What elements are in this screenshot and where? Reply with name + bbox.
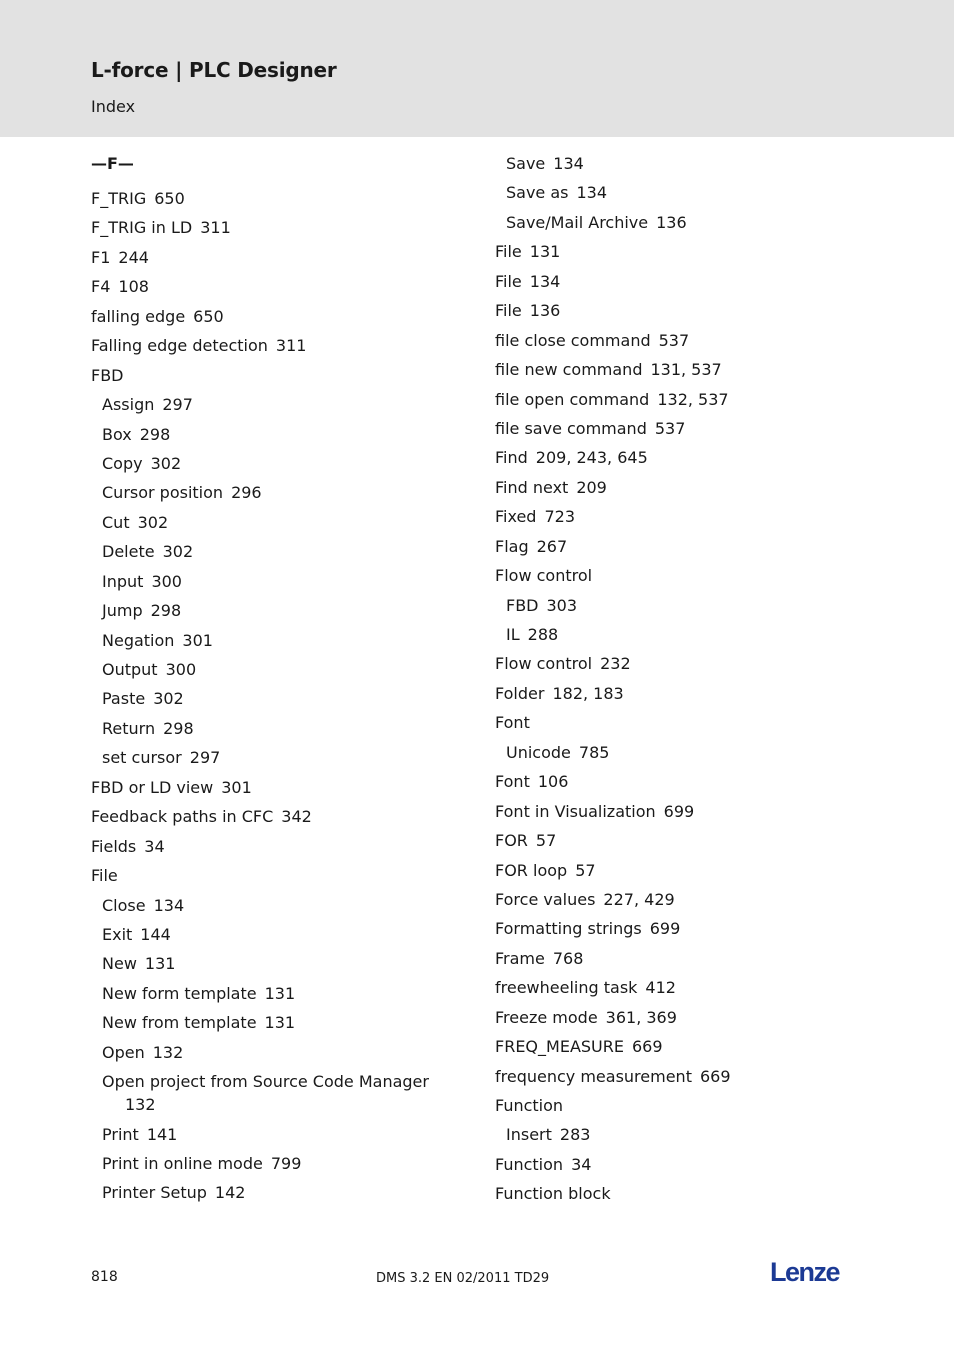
index-page-refs: 106	[537, 772, 569, 792]
index-entry	[495, 1065, 865, 1088]
index-entry	[91, 1152, 461, 1175]
index-page-refs: 669	[631, 1037, 663, 1057]
index-entry	[91, 511, 461, 534]
index-term: File	[91, 866, 118, 886]
index-page-refs: 361, 369	[605, 1007, 677, 1027]
index-page-refs: 302	[162, 542, 194, 562]
index-term: Find next	[495, 477, 569, 497]
index-term: Close	[102, 895, 146, 915]
index-term: Font in Visualization	[495, 801, 656, 821]
index-page-refs: 132	[125, 1095, 156, 1115]
index-page-refs: 300	[165, 660, 197, 679]
index-column-right	[495, 152, 865, 1212]
index-entry	[91, 334, 461, 357]
index-page-refs: 723	[544, 507, 576, 527]
index-term: Formatting strings	[495, 919, 642, 939]
index-page-refs: 144	[140, 924, 171, 944]
index-page-refs: 227, 429	[603, 889, 675, 909]
index-term: F_TRIG in LD	[91, 218, 193, 238]
index-entry	[495, 1182, 865, 1205]
index-page-refs: 342	[281, 807, 312, 827]
index-entry	[91, 570, 461, 593]
index-entry	[91, 894, 461, 917]
index-page-refs: 785	[578, 742, 610, 762]
index-page-refs: 209, 243, 645	[535, 448, 648, 468]
index-entry	[91, 393, 461, 416]
index-entry	[495, 1035, 865, 1058]
index-entry	[91, 952, 461, 975]
index-page-refs: 311	[200, 218, 231, 238]
index-entry	[91, 599, 461, 622]
svg-text:Lenze: Lenze	[770, 1257, 840, 1287]
index-term: Force values	[495, 889, 596, 909]
index-term: Function block	[495, 1184, 611, 1204]
index-page-refs: 301	[221, 777, 252, 797]
index-page-refs: 267	[536, 536, 568, 556]
index-entry	[495, 417, 865, 440]
index-term: Function	[495, 1096, 564, 1115]
index-column-left	[91, 152, 461, 1211]
index-entry	[495, 564, 865, 587]
index-term: Function	[495, 1154, 564, 1174]
index-page-refs: 283	[559, 1125, 591, 1145]
index-page-refs: 799	[270, 1154, 302, 1173]
index-entry	[91, 982, 461, 1005]
index-term: FOR	[495, 831, 528, 851]
index-page-refs: 108	[118, 277, 149, 297]
index-term: Return	[102, 718, 156, 738]
index-entry	[91, 423, 461, 446]
index-entry	[495, 1094, 865, 1117]
index-entry	[91, 305, 461, 328]
index-entry	[495, 829, 865, 852]
index-entry	[495, 535, 865, 558]
index-page-refs: 298	[150, 601, 182, 621]
index-entry	[91, 1123, 461, 1146]
index-entry	[91, 1041, 461, 1064]
index-entry	[495, 505, 865, 528]
index-term: Print	[102, 1124, 139, 1144]
index-page-refs: 303	[546, 595, 578, 615]
index-letter-heading	[91, 152, 461, 175]
index-term: Open	[102, 1042, 145, 1062]
index-entry	[495, 623, 865, 646]
index-term: Flow control	[495, 566, 593, 586]
index-term: Output	[102, 660, 158, 679]
index-entry	[495, 800, 865, 823]
index-page-refs: 412	[645, 978, 676, 998]
index-entry	[91, 540, 461, 563]
index-term: File	[495, 301, 522, 321]
index-term: freewheeling task	[495, 978, 638, 998]
index-page-refs: 699	[649, 919, 681, 939]
index-page-refs: 182, 183	[552, 683, 624, 703]
index-page-refs: 669	[699, 1066, 731, 1086]
index-term: Falling edge detection	[91, 336, 268, 356]
index-term: Box	[102, 424, 132, 444]
index-entry	[91, 1070, 461, 1116]
index-entry	[91, 246, 461, 269]
index-entry	[495, 888, 865, 911]
index-term: Folder	[495, 683, 545, 703]
index-term: F1	[91, 247, 111, 267]
document-reference: DMS 3.2 EN 02/2011 TD29	[376, 1271, 550, 1286]
index-term: Input	[102, 571, 144, 591]
index-page-refs: 297	[189, 748, 221, 768]
index-page-refs: 134	[576, 183, 608, 203]
index-entry	[495, 741, 865, 764]
index-page-refs: 244	[118, 247, 149, 267]
index-term: FREQ_MEASURE	[495, 1037, 624, 1057]
index-term: file new command	[495, 360, 643, 380]
index-term: falling edge	[91, 306, 186, 326]
index-entry	[91, 717, 461, 740]
index-page-refs: 57	[575, 860, 596, 880]
index-page-refs: 302	[137, 512, 169, 532]
index-entry	[495, 152, 865, 175]
index-page-refs: 537	[658, 330, 690, 350]
index-term: —F—	[91, 154, 134, 173]
index-page-refs: 132	[152, 1042, 184, 1062]
index-term: FBD	[91, 365, 124, 385]
index-page-refs: 136	[656, 212, 687, 232]
index-term: set cursor	[102, 748, 182, 768]
index-page-refs: 296	[231, 483, 262, 503]
section-name: Index	[91, 97, 136, 116]
index-entry	[91, 1011, 461, 1034]
index-page-refs: 650	[193, 306, 224, 326]
index-term: Printer Setup	[102, 1183, 207, 1203]
index-entry	[495, 240, 865, 263]
index-page-refs: 302	[150, 453, 182, 473]
page-number: 818	[91, 1269, 118, 1285]
index-term: Fields	[91, 836, 137, 856]
index-term: Freeze mode	[495, 1007, 598, 1027]
index-term: Copy	[102, 453, 143, 473]
index-term: Negation	[102, 630, 175, 650]
index-term: Assign	[102, 395, 155, 415]
index-entry	[495, 976, 865, 999]
index-page-refs: 34	[571, 1154, 592, 1174]
index-page-refs: 298	[163, 718, 194, 738]
index-page-refs: 141	[146, 1124, 178, 1144]
index-term: Flag	[495, 536, 529, 556]
index-entry	[495, 652, 865, 675]
index-term: Save/Mail Archive	[506, 212, 649, 232]
index-entry	[495, 181, 865, 204]
index-page-refs: 699	[663, 801, 695, 821]
index-entry	[91, 187, 461, 210]
index-entry	[91, 805, 461, 828]
index-page-refs: 34	[144, 836, 165, 856]
index-term: Delete	[102, 542, 155, 562]
index-page-refs: 537	[654, 418, 686, 438]
index-page-refs: 131	[264, 1013, 296, 1033]
index-term: Frame	[495, 948, 545, 968]
index-term: File	[495, 242, 522, 262]
index-term: New	[102, 954, 137, 974]
index-entry	[91, 216, 461, 239]
index-entry	[495, 1123, 865, 1146]
index-entry	[91, 776, 461, 799]
header-band	[0, 0, 954, 137]
index-entry	[495, 299, 865, 322]
index-term: Unicode	[506, 742, 571, 762]
index-term: F4	[91, 277, 111, 297]
index-entry	[495, 270, 865, 293]
index-entry	[495, 682, 865, 705]
index-entry	[91, 658, 461, 681]
index-page-refs: 142	[214, 1183, 246, 1203]
index-term: Insert	[506, 1125, 552, 1145]
index-page-refs: 298	[139, 424, 171, 444]
index-entry	[495, 711, 865, 734]
index-page-refs: 131	[529, 242, 561, 262]
index-entry	[495, 329, 865, 352]
index-term: Find	[495, 448, 528, 468]
index-entry	[91, 687, 461, 710]
index-page-refs: 57	[535, 831, 557, 851]
index-term: Save	[506, 154, 546, 173]
index-page-refs: 288	[527, 625, 559, 644]
index-entry	[495, 476, 865, 499]
index-page-refs: 300	[151, 571, 182, 591]
index-term: Exit	[102, 924, 133, 944]
index-page-refs: 209	[576, 477, 607, 497]
index-page-refs: 301	[182, 630, 213, 650]
index-page-refs: 134	[553, 154, 584, 173]
index-entry	[495, 388, 865, 411]
index-term: File	[495, 271, 522, 291]
index-term: FBD or LD view	[91, 777, 214, 797]
index-term: Jump	[102, 601, 143, 621]
index-page-refs: 297	[162, 395, 193, 415]
index-term: New from template	[102, 1013, 257, 1033]
index-entry	[495, 446, 865, 469]
index-entry	[91, 364, 461, 387]
index-page-refs: 131, 537	[650, 360, 722, 380]
index-term: Flow control	[495, 654, 593, 674]
index-term: Save as	[506, 183, 569, 203]
index-term: file save command	[495, 418, 647, 438]
index-entry	[91, 481, 461, 504]
index-term: Print in online mode	[102, 1154, 263, 1173]
index-entry	[91, 275, 461, 298]
index-entry	[91, 923, 461, 946]
index-entry	[91, 629, 461, 652]
index-page-refs: 132, 537	[657, 389, 729, 409]
index-page-refs: 650	[154, 189, 185, 208]
index-entry	[91, 835, 461, 858]
index-page-refs: 134	[529, 271, 561, 291]
index-page-refs: 134	[153, 895, 185, 915]
index-term: Font	[495, 713, 530, 733]
index-page-refs: 232	[600, 654, 631, 674]
index-entry	[495, 358, 865, 381]
document-title: L-force | PLC Designer	[91, 58, 337, 82]
index-entry	[495, 1006, 865, 1029]
index-term: FBD	[506, 595, 539, 615]
index-entry	[91, 1181, 461, 1204]
index-page-refs: 131	[144, 954, 176, 974]
index-entry	[495, 859, 865, 882]
index-entry	[91, 452, 461, 475]
index-page-refs: 131	[264, 983, 296, 1003]
index-term: F_TRIG	[91, 189, 147, 208]
index-page-refs: 136	[529, 301, 561, 321]
index-term: New form template	[102, 983, 257, 1003]
index-term: frequency measurement	[495, 1066, 692, 1086]
index-term: Open project from Source Code Manager	[102, 1072, 429, 1092]
index-term: Cut	[102, 512, 130, 532]
index-page-refs: 768	[552, 948, 584, 968]
index-entry	[495, 1153, 865, 1176]
index-term: file close command	[495, 330, 651, 350]
index-entry	[495, 947, 865, 970]
index-term: IL	[506, 625, 520, 644]
index-page-refs: 311	[275, 336, 307, 356]
index-page-refs: 302	[153, 689, 184, 709]
index-term: file open command	[495, 389, 650, 409]
index-entry	[91, 746, 461, 769]
index-entry	[91, 864, 461, 887]
index-term: Feedback paths in CFC	[91, 807, 274, 827]
index-term: Fixed	[495, 507, 537, 527]
lenze-logo	[770, 1257, 850, 1287]
index-entry	[495, 594, 865, 617]
index-term: Font	[495, 772, 530, 792]
index-term: Paste	[102, 689, 146, 709]
index-term: Cursor position	[102, 483, 224, 503]
index-entry	[495, 770, 865, 793]
index-term: FOR loop	[495, 860, 568, 880]
index-entry	[495, 917, 865, 940]
index-entry	[495, 211, 865, 234]
